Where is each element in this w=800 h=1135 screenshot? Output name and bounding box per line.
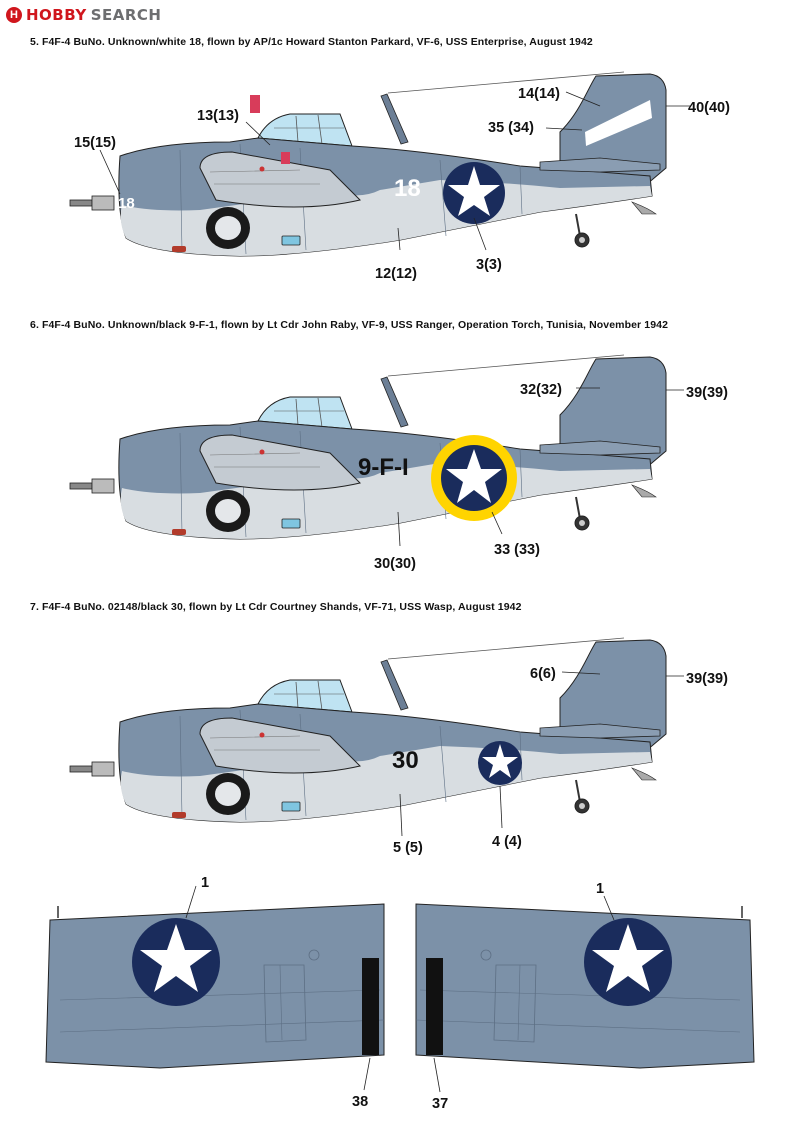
callout-32: 32(32) — [520, 382, 562, 398]
right-wing-upper — [416, 881, 754, 1112]
profile-7-aircraft — [70, 638, 728, 856]
right-wing-black-stripe — [426, 958, 443, 1055]
profile-5-kill-marks — [250, 95, 260, 113]
callout-38: 38 — [352, 1094, 369, 1110]
callout-14: 14(14) — [518, 86, 560, 102]
profile-5-aircraft — [70, 72, 730, 282]
profile-6-fuselage-code: 9-F-I — [358, 454, 409, 481]
callout-4: 4 (4) — [492, 834, 522, 850]
callout-39-p7: 39(39) — [686, 671, 728, 687]
profile-7-fuselage-code: 30 — [392, 747, 419, 774]
profile-5-nose-code: 18 — [118, 195, 135, 212]
hobby-search-icon: H — [6, 7, 22, 23]
brand-logo-text: HOBBY — [26, 6, 87, 24]
callout-37: 37 — [432, 1096, 449, 1112]
callout-30: 30(30) — [374, 556, 416, 572]
left-wing-black-stripe — [362, 958, 379, 1055]
brand-search-text: SEARCH — [90, 6, 162, 24]
profile-7-caption: 7. F4F-4 BuNo. 02148/black 30, flown by Lt Cdr Courtney Shands, VF-71, USS Wasp, August 1942 — [30, 601, 522, 613]
callout-33: 33 (33) — [494, 542, 540, 558]
callout-1-left: 1 — [201, 875, 210, 891]
callout-39-p6: 39(39) — [686, 385, 728, 401]
callout-15: 15(15) — [74, 135, 116, 151]
callout-3: 3(3) — [476, 257, 502, 273]
left-wing-upper — [46, 875, 384, 1110]
callout-35: 35 (34) — [488, 120, 534, 136]
profile-5-fuselage-code: 18 — [394, 175, 421, 202]
profile-5-red-marks — [281, 152, 290, 164]
callout-13: 13(13) — [197, 108, 239, 124]
profile-6-caption: 6. F4F-4 BuNo. Unknown/black 9-F-1, flown by Lt Cdr John Raby, VF-9, USS Ranger, Operation Torch, Tunisia, November 1942 — [30, 319, 669, 331]
callout-5: 5 (5) — [393, 840, 423, 856]
callout-1-right: 1 — [596, 881, 605, 897]
callout-6: 6(6) — [530, 666, 556, 682]
profile-5-caption: 5. F4F-4 BuNo. Unknown/white 18, flown by AP/1c Howard Stanton Parkard, VF-6, USS Enterprise, August 1942 — [30, 36, 593, 48]
callout-40: 40(40) — [688, 100, 730, 116]
profile-6-aircraft — [70, 355, 728, 572]
callout-12: 12(12) — [375, 266, 417, 282]
